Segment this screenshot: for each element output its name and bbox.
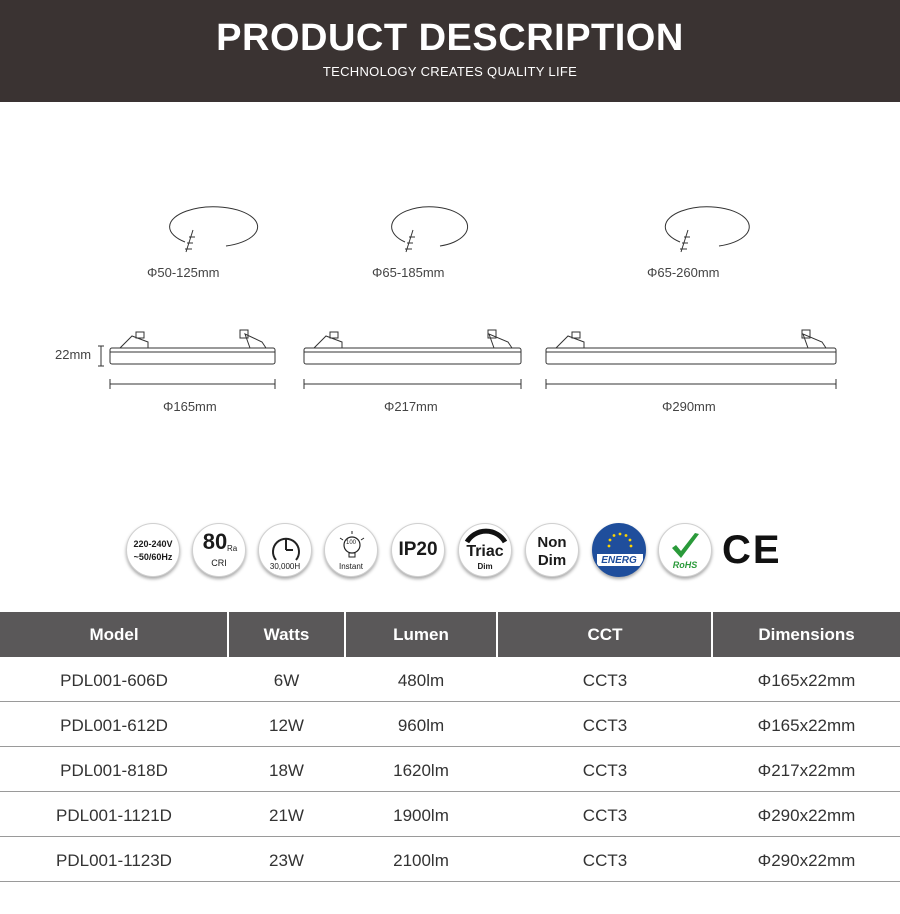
- cell-dimensions: Φ165x22mm: [757, 716, 856, 735]
- table-row: [0, 747, 900, 792]
- cell-watts: 12W: [269, 716, 304, 735]
- cell-cct: CCT3: [582, 851, 628, 870]
- triac-dim-icon: [458, 523, 512, 577]
- cell-cct: CCT3: [582, 671, 628, 690]
- triac-label: Triac: [466, 543, 504, 560]
- dimension-diagram: [0, 102, 900, 532]
- voltage-line2: ~50/60Hz: [133, 552, 173, 562]
- rohs-icon: [658, 523, 712, 577]
- lifetime-label: 30,000H: [269, 562, 301, 571]
- cri-label: CRI: [211, 558, 227, 568]
- cell-cct: CCT3: [582, 806, 628, 825]
- cell-model: PDL001-612D: [60, 716, 168, 735]
- table-row: [0, 702, 900, 747]
- cell-cct: CCT3: [582, 716, 628, 735]
- cell-model: PDL001-1121D: [56, 806, 172, 825]
- cutout-icon-3: [665, 207, 749, 252]
- cell-lumen: 1620lm: [393, 761, 449, 780]
- panel-side-view-3: [546, 330, 836, 364]
- non-dim-icon: [525, 523, 579, 577]
- instant-label: Instant: [338, 562, 363, 571]
- cutout-icon-1: [170, 207, 258, 252]
- dimension-drawing: [0, 102, 900, 532]
- cri-sub: Ra: [227, 544, 238, 553]
- cutout-icon-2: [392, 207, 468, 252]
- cell-lumen: 2100lm: [393, 851, 449, 870]
- instant-bulb-icon: [324, 523, 378, 577]
- page-header: [0, 0, 900, 102]
- cell-cct: CCT3: [582, 761, 628, 780]
- voltage-line1: 220-240V: [133, 539, 173, 549]
- cri-icon: [192, 523, 246, 577]
- height-label: 22mm: [55, 347, 92, 362]
- lifetime-clock-icon: [258, 523, 312, 577]
- voltage-icon: [126, 523, 180, 577]
- cell-watts: 23W: [269, 851, 304, 870]
- cell-lumen: 1900lm: [393, 806, 449, 825]
- cell-dimensions: Φ290x22mm: [757, 806, 856, 825]
- cell-watts: 21W: [269, 806, 304, 825]
- diameter-label-3: Φ290mm: [662, 399, 716, 414]
- diameter-label-2: Φ217mm: [384, 399, 438, 414]
- cell-dimensions: Φ165x22mm: [757, 671, 856, 690]
- cutout-label-1: Φ50-125mm: [147, 265, 220, 280]
- panel-side-view-1: [110, 330, 275, 364]
- table-header: [0, 612, 900, 657]
- cell-dimensions: Φ217x22mm: [757, 761, 856, 780]
- ce-mark-icon: CE: [722, 528, 782, 572]
- col-header-dimensions: Dimensions: [758, 625, 855, 644]
- cri-value: 80: [202, 529, 228, 554]
- table-row: [0, 792, 900, 837]
- cell-lumen: 960lm: [397, 716, 445, 735]
- cell-dimensions: Φ290x22mm: [757, 851, 856, 870]
- col-header-model: Model: [89, 625, 139, 644]
- energy-label: ENERG: [601, 555, 637, 566]
- page-subtitle: TECHNOLOGY CREATES QUALITY LIFE: [322, 64, 578, 79]
- page-title: PRODUCT DESCRIPTION: [216, 17, 684, 59]
- cell-model: PDL001-818D: [60, 761, 168, 780]
- cutout-label-3: Φ65-260mm: [647, 265, 720, 280]
- col-header-cct: CCT: [587, 625, 623, 644]
- instant-value: 100: [345, 540, 356, 546]
- rohs-label: RoHS: [672, 560, 698, 570]
- col-header-watts: Watts: [263, 625, 310, 644]
- table-row: [0, 657, 900, 702]
- cell-lumen: 480lm: [397, 671, 445, 690]
- ip20-icon: [391, 523, 445, 577]
- nondim-line1: Non: [537, 534, 567, 551]
- energy-label-icon: [592, 523, 646, 577]
- triac-sub: Dim: [477, 562, 493, 571]
- cell-watts: 18W: [269, 761, 304, 780]
- feature-badges: [0, 518, 900, 588]
- cutout-label-2: Φ65-185mm: [372, 265, 445, 280]
- cell-model: PDL001-1123D: [56, 851, 172, 870]
- ip-label: IP20: [398, 539, 438, 560]
- col-header-lumen: Lumen: [393, 625, 449, 644]
- cell-watts: 6W: [273, 671, 300, 690]
- diameter-label-1: Φ165mm: [163, 399, 217, 414]
- panel-side-view-2: [304, 330, 521, 364]
- nondim-line2: Dim: [537, 552, 567, 569]
- cell-model: PDL001-606D: [60, 671, 168, 690]
- table-row: [0, 837, 900, 882]
